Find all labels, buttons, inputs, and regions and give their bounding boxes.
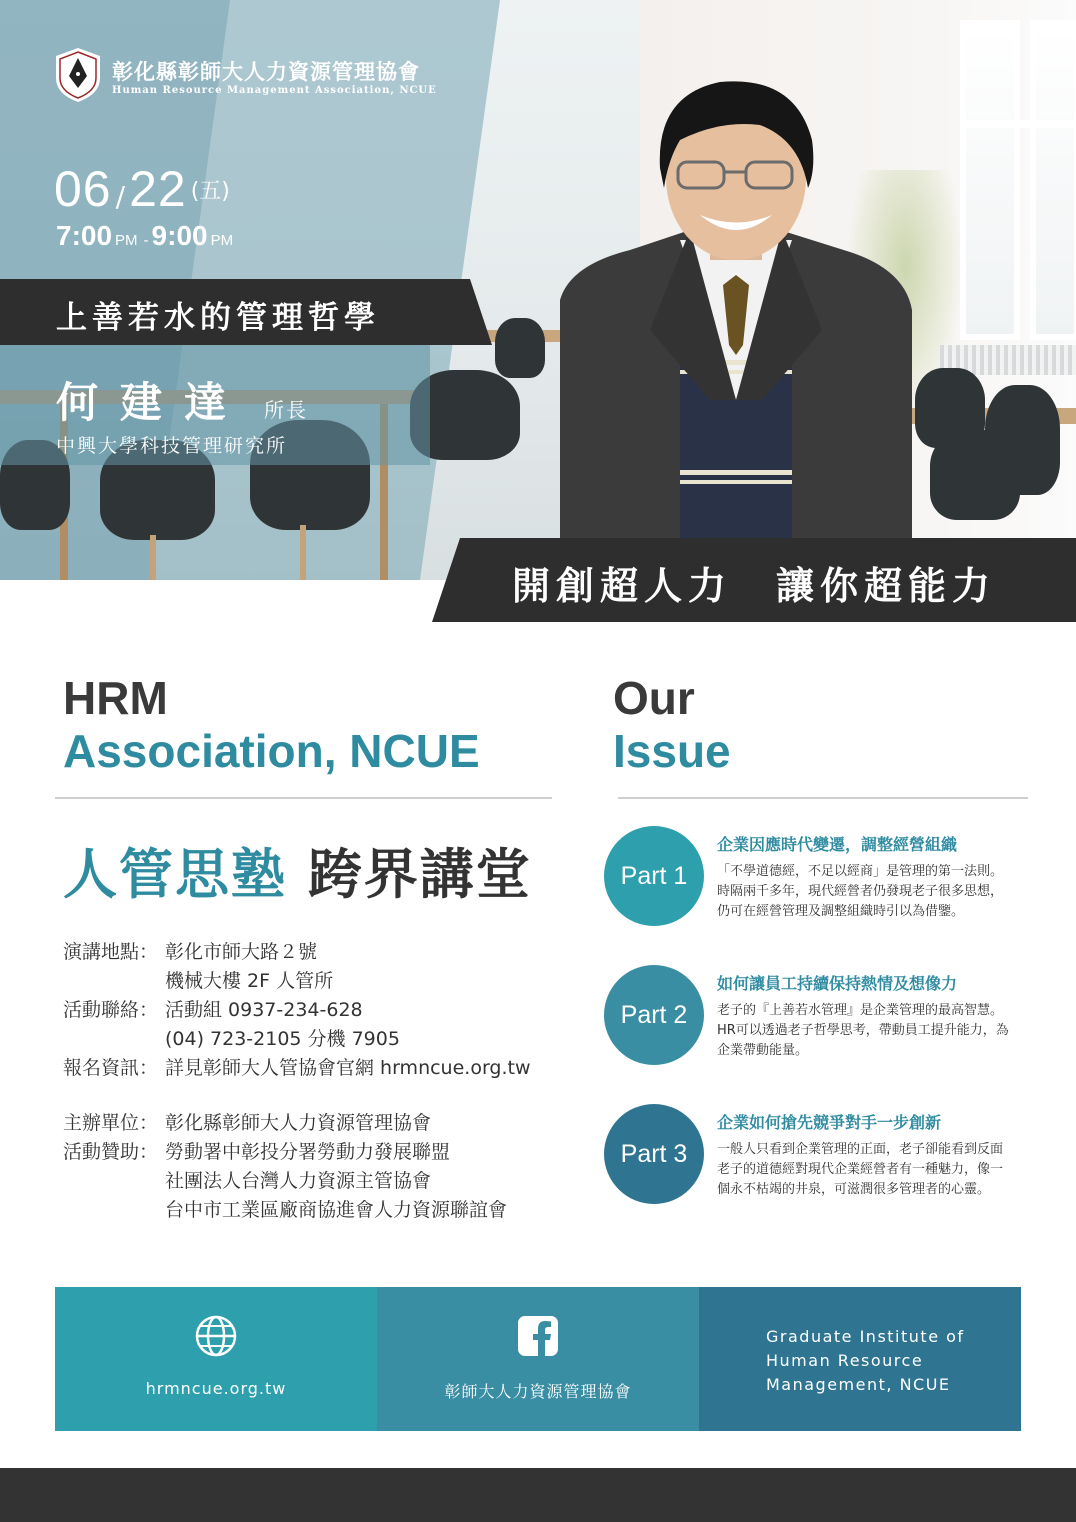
- spacer: [63, 1083, 531, 1109]
- date-month: 06: [54, 161, 112, 217]
- chair-leg: [150, 535, 156, 580]
- part-badge: Part 1: [604, 826, 704, 926]
- website-text: hrmncue.org.tw: [145, 1379, 287, 1398]
- desc-line: HR可以透過老子哲學思考，帶動員工提升能力，為: [717, 1023, 1009, 1038]
- chair-decoration: [495, 318, 545, 378]
- divider: [55, 797, 552, 799]
- date-day: 22: [129, 161, 187, 217]
- part-title: 如何讓員工持續保持熱情及想像力: [717, 974, 958, 993]
- part-badge: Part 2: [604, 965, 704, 1065]
- slogan: 開創超人力 讓你超能力: [512, 563, 997, 608]
- info-label: [63, 967, 165, 996]
- sponsor-value: 勞動署中彰投分署勞動力發展聯盟: [165, 1141, 451, 1163]
- sponsor-label: [63, 1196, 165, 1225]
- website-link[interactable]: [55, 1287, 377, 1431]
- issue-part-2: [604, 965, 1044, 1075]
- window-pane: [960, 20, 1020, 340]
- part-description: [717, 1140, 1003, 1200]
- bottom-bar: [0, 1468, 1076, 1522]
- institute-line: Graduate Institute of: [766, 1327, 965, 1346]
- desc-line: 一般人只看到企業管理的正面，老子卻能看到反面: [717, 1142, 1004, 1157]
- info-row: [63, 938, 531, 967]
- info-label: 活動聯絡：: [63, 999, 159, 1021]
- info-value: 彰化市師大路２號: [165, 941, 318, 963]
- info-label: 演講地點：: [63, 941, 159, 963]
- institute-line: Human Resource: [766, 1351, 924, 1370]
- org-name-en: Human Resource Management Association, NCUE: [112, 85, 437, 96]
- info-row: [63, 996, 531, 1025]
- our-heading: Our: [613, 672, 695, 724]
- forum-title: [63, 832, 532, 909]
- desc-line: 老子的『上善若水管理』是企業管理的最高智慧。: [717, 1003, 1004, 1018]
- end-pm: PM: [210, 232, 234, 249]
- info-label: [63, 1025, 165, 1054]
- pen-nib-emblem-icon: [54, 46, 102, 104]
- sponsor-value: 台中市工業區廠商協進會人力資源聯誼會: [165, 1199, 508, 1221]
- sponsor-label: [63, 1167, 165, 1196]
- issue-part-1: [604, 826, 1044, 936]
- event-info: [63, 938, 531, 1225]
- footer: [55, 1287, 1021, 1431]
- window-pane: [1030, 20, 1076, 340]
- speaker-name: 何建達: [56, 378, 249, 427]
- org-name-cn: 彰化縣彰師大人力資源管理協會: [112, 59, 420, 84]
- speaker-photo: [560, 70, 912, 540]
- info-row: [63, 967, 531, 996]
- facebook-text: 彰師大人力資源管理協會: [444, 1382, 632, 1401]
- issue-part-3: [604, 1104, 1044, 1214]
- start-time: 7:00: [56, 220, 113, 251]
- end-time: 9:00: [151, 220, 208, 251]
- chair-leg: [300, 525, 306, 580]
- institute-block: [699, 1287, 1021, 1431]
- globe-icon: [194, 1314, 238, 1358]
- forum-title-a: 人管思塾: [63, 843, 287, 906]
- facebook-link[interactable]: [377, 1287, 699, 1431]
- info-value: 活動組 0937-234-628: [165, 999, 363, 1021]
- date-slash: /: [115, 180, 126, 213]
- desc-line: 企業帶動能量。: [717, 1043, 809, 1058]
- desc-line: 個永不枯竭的井泉，可滋潤很多管理者的心靈。: [717, 1182, 991, 1197]
- desc-line: 「不學道德經，不足以經商」是管理的第一法則。: [717, 864, 1004, 879]
- part-description: [717, 1001, 1009, 1061]
- info-row: [63, 1025, 531, 1054]
- desc-line: 老子的道德經對現代企業經營者有一種魅力，像一: [717, 1162, 1004, 1177]
- part-title: 企業因應時代變遷，調整經營組織: [717, 835, 958, 854]
- info-row: [63, 1054, 531, 1083]
- hero-banner: [0, 0, 1076, 580]
- window-frame: [960, 120, 1076, 128]
- institute-line: Management, NCUE: [766, 1375, 951, 1394]
- hrm-heading: HRM: [63, 672, 168, 724]
- event-date: [54, 160, 230, 218]
- date-weekday: (五): [190, 179, 230, 204]
- info-value: 機械大樓 2F 人管所: [165, 970, 334, 992]
- sponsor-row: [63, 1138, 531, 1167]
- speaker-org: 中興大學科技管理研究所: [56, 435, 288, 457]
- info-value: (04) 723-2105 分機 7905: [165, 1028, 400, 1050]
- desc-line: 時隔兩千多年，現代經營者仍發現老子很多思想，: [717, 884, 1004, 899]
- speaker-title: 所長: [264, 398, 308, 422]
- sponsor-row: [63, 1109, 531, 1138]
- chair-decoration: [930, 430, 1020, 520]
- desc-line: 仍可在經營管理及調整組織時引以為借鑒。: [717, 904, 965, 919]
- institute-name: [766, 1325, 965, 1397]
- facebook-icon: [516, 1314, 560, 1358]
- sponsor-value: 社團法人台灣人力資源主管協會: [165, 1170, 432, 1192]
- part-description: [717, 862, 1003, 922]
- sponsor-label: 主辦單位：: [63, 1112, 159, 1134]
- sponsor-label: 活動贊助：: [63, 1141, 159, 1163]
- registration-value: 詳見彰師大人管協會官網 hrmncue.org.tw: [165, 1057, 531, 1079]
- issue-heading: Issue: [613, 725, 731, 777]
- info-label: 報名資訊：: [63, 1057, 159, 1079]
- event-time: [56, 220, 236, 252]
- start-pm: PM: [115, 232, 138, 249]
- divider: [618, 797, 1028, 799]
- sponsor-row: [63, 1196, 531, 1225]
- association-heading: Association, NCUE: [63, 725, 480, 777]
- part-title: 企業如何搶先競爭對手一步創新: [717, 1113, 942, 1132]
- sponsor-value: 彰化縣彰師大人力資源管理協會: [165, 1112, 432, 1134]
- sponsor-row: [63, 1167, 531, 1196]
- part-badge: Part 3: [604, 1104, 704, 1204]
- lecture-topic: 上善若水的管理哲學: [56, 300, 380, 336]
- time-dash: -: [143, 232, 149, 249]
- forum-title-b: 跨界講堂: [307, 843, 532, 906]
